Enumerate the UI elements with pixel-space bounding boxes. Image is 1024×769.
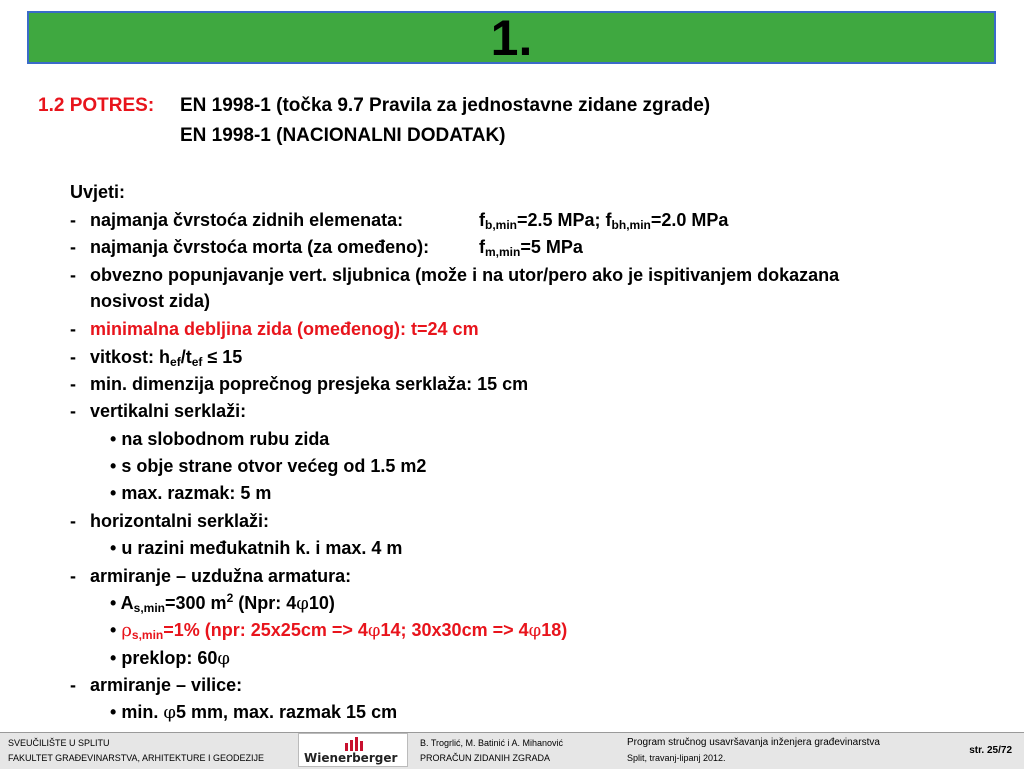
section-line-1: EN 1998-1 (točka 9.7 Pravila za jednostavne zidane zgrade) (180, 95, 711, 116)
item-7-text: vertikalni serklaži: (90, 401, 247, 421)
item-9-bullet-3: • preklop: 60φ (110, 648, 230, 669)
item-9-text: armiranje – uzdužna armatura: (90, 566, 352, 586)
item-8-bullet-1: • u razini međukatnih k. i max. 4 m (110, 538, 403, 558)
item-7-bullet-1: • na slobodnom rubu zida (110, 429, 330, 449)
section-label: 1.2 POTRES: (38, 95, 155, 116)
footer-course: PRORAČUN ZIDANIH ZGRADA (420, 753, 551, 763)
conditions-heading: Uvjeti: (70, 182, 126, 202)
title-banner (27, 11, 996, 64)
dash-8: - (70, 511, 76, 531)
item-6-text: min. dimenzija poprečnog presjeka serklaža: 15 cm (90, 374, 529, 394)
dash-6: - (70, 374, 76, 394)
item-3-line-2: nosivost zida) (90, 291, 211, 311)
dash-9: - (70, 566, 76, 586)
dash-2: - (70, 237, 76, 257)
logo-mark-icon (343, 737, 363, 751)
item-3-line-1: obvezno popunjavanje vert. sljubnica (može i na utor/pero ako je ispitivanjem dokazana (90, 265, 840, 285)
item-9-bullet-1: • $A_{s,min}=300$ $m^2$ (Npr: 4φ10) (110, 591, 335, 615)
item-1-value: $f_{b,min}=2.5$ MPa; $f_{bh,min}=2.0$ MPa (479, 210, 729, 232)
footer-university: SVEUČILIŠTE U SPLITU (8, 738, 110, 748)
item-9-bullet-2: • $\rho_{s,min}=1\%$ (npr: 25x25cm => 4φ14; 30x30cm => 4φ18) (110, 620, 568, 642)
item-4-text: minimalna debljina zida (omeđenog): t=24 cm (90, 319, 479, 339)
item-5-text: vitkost: $h_{ef}/t_{ef} \le 15$ (90, 347, 243, 369)
dash-10: - (70, 675, 76, 695)
footer-program: Program stručnog usavršavanja inženjera građevinarstva (627, 737, 880, 748)
item-10-text: armiranje – vilice: (90, 675, 243, 695)
item-7-bullet-2: • s obje strane otvor većeg od 1.5 m2 (110, 456, 427, 476)
item-1-text: najmanja čvrstoća zidnih elemenata: (90, 210, 404, 230)
item-8-text: horizontalni serklaži: (90, 511, 270, 531)
dash-1: - (70, 210, 76, 230)
dash-7: - (70, 401, 76, 421)
item-10-bullet-1: • min. φ5 mm, max. razmak 15 cm (110, 702, 398, 723)
logo-text: Wienerberger (304, 751, 398, 765)
item-2-value: $f_{m,min}=5$ MPa (479, 237, 583, 259)
wienerberger-logo (298, 733, 408, 767)
dash-4: - (70, 319, 76, 339)
section-line-2: EN 1998-1 (NACIONALNI DODATAK) (180, 125, 506, 146)
slide-title: 1. (490, 10, 533, 66)
footer-date: Split, travanj-lipanj 2012. (627, 753, 726, 763)
footer-authors: B. Trogrlić, M. Batinić i A. Mihanović (420, 738, 564, 748)
item-2-text: najmanja čvrstoća morta (za omeđeno): (90, 237, 430, 257)
footer-faculty: FAKULTET GRAĐEVINARSTVA, ARHITEKTURE I GEODEZIJE (8, 753, 265, 763)
dash-5: - (70, 347, 76, 367)
item-7-bullet-3: • max. razmak: 5 m (110, 483, 272, 503)
dash-3: - (70, 265, 76, 285)
page-number: str. 25/72 (969, 745, 1012, 756)
